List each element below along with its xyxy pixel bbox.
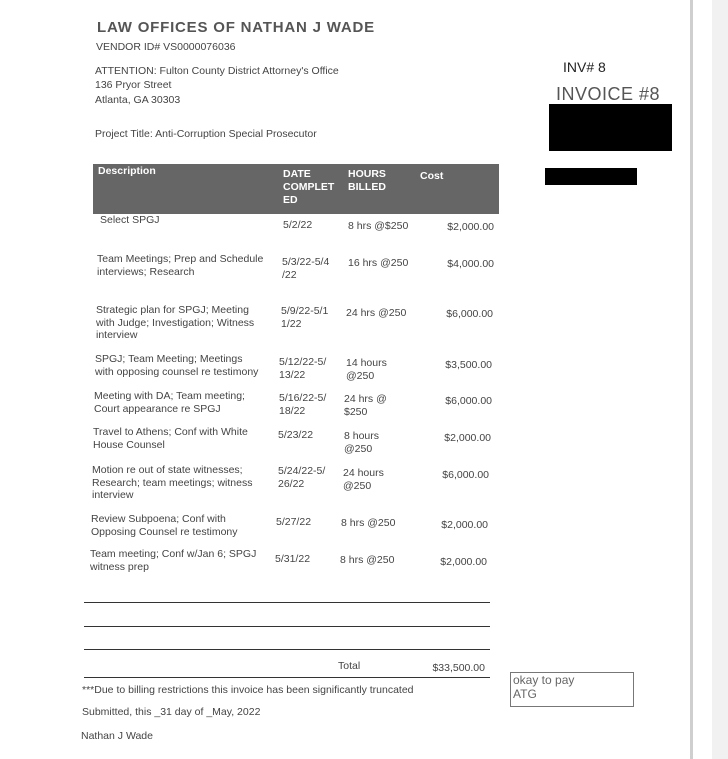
inv-number: INV# 8	[563, 59, 606, 75]
row-date: 5/16/22-5/ 18/22	[279, 392, 327, 417]
redaction-box	[549, 104, 672, 151]
vendor-id: VENDOR ID# VS0000076036	[96, 41, 236, 53]
row-date: 5/27/22	[276, 516, 312, 528]
row-hours: 24 hrs @250	[346, 307, 407, 319]
row-hours: 16 hrs @250	[348, 257, 409, 269]
attention-line: ATTENTION: Fulton County District Attorney's Office	[95, 65, 339, 77]
redaction-bar	[545, 168, 637, 185]
approval-stamp	[510, 672, 634, 707]
row-date: 5/23/22	[278, 429, 314, 441]
stamp-line-1: okay to pay	[513, 673, 575, 687]
total-row-line	[84, 677, 490, 678]
row-description: Strategic plan for SPGJ; Meeting with Judge; Investigation; Witness interview	[96, 304, 255, 341]
row-hours: 8 hours @250	[344, 430, 380, 455]
header-hours: HOURS BILLED	[348, 168, 386, 193]
row-date: 5/3/22-5/4 /22	[282, 256, 330, 281]
header-date: DATE COMPLET ED	[283, 168, 335, 206]
row-description: Review Subpoena; Conf with Opposing Counsel re testimony	[91, 513, 238, 538]
submitted-line: Submitted, this _31 day of _May, 2022	[82, 706, 261, 718]
row-cost: $3,500.00	[445, 359, 492, 371]
firm-name: LAW OFFICES OF NATHAN J WADE	[97, 19, 375, 36]
page-edge	[690, 0, 693, 759]
row-cost: $6,000.00	[445, 395, 492, 407]
row-description: SPGJ; Team Meeting; Meetings with opposing counsel re testimony	[95, 353, 259, 378]
row-cost: $2,000.00	[447, 221, 494, 233]
blank-row-line	[84, 602, 490, 603]
row-date: 5/2/22	[283, 219, 313, 231]
row-cost: $2,000.00	[440, 556, 487, 568]
page-margin	[712, 0, 728, 759]
row-description: Meeting with DA; Team meeting; Court appearance re SPGJ	[94, 390, 245, 415]
row-date: 5/24/22-5/ 26/22	[278, 465, 326, 490]
row-cost: $6,000.00	[446, 308, 493, 320]
signature: Nathan J Wade	[81, 730, 153, 742]
row-hours: 8 hrs @250	[341, 517, 396, 529]
row-hours: 8 hrs @$250	[348, 220, 409, 232]
address-line-1: 136 Pryor Street	[95, 79, 172, 91]
row-hours: 24 hours @250	[343, 467, 384, 492]
total-value: $33,500.00	[432, 662, 485, 674]
total-label: Total	[338, 660, 361, 672]
row-hours: 8 hrs @250	[340, 554, 395, 566]
row-description: Team Meetings; Prep and Schedule interviews; Research	[97, 253, 264, 278]
address-line-2: Atlanta, GA 30303	[95, 94, 181, 106]
stamp-line-2: ATG	[513, 687, 537, 701]
row-date: 5/9/22-5/1 1/22	[281, 305, 329, 330]
row-cost: $2,000.00	[441, 519, 488, 531]
table-header	[93, 164, 499, 214]
header-description: Description	[98, 165, 156, 177]
invoice-label: INVOICE #8	[556, 84, 661, 104]
row-hours: 24 hrs @ $250	[344, 393, 387, 418]
row-cost: $2,000.00	[444, 432, 491, 444]
header-cost: Cost	[420, 170, 444, 182]
row-cost: $6,000.00	[442, 469, 489, 481]
footnote: ***Due to billing restrictions this invoice has been significantly truncated	[82, 684, 414, 696]
row-description: Travel to Athens; Conf with White House Counsel	[93, 426, 248, 451]
row-description: Team meeting; Conf w/Jan 6; SPGJ witness prep	[90, 548, 257, 573]
project-title: Project Title: Anti-Corruption Special Prosecutor	[95, 128, 317, 140]
row-cost: $4,000.00	[447, 258, 494, 270]
blank-row-line	[84, 649, 490, 650]
row-date: 5/31/22	[275, 553, 311, 565]
row-date: 5/12/22-5/ 13/22	[279, 356, 327, 381]
row-hours: 14 hours @250	[346, 357, 387, 382]
row-description: Motion re out of state witnesses; Research; team meetings; witness interview	[92, 464, 253, 501]
row-description: Select SPGJ	[100, 214, 160, 226]
blank-row-line	[84, 626, 490, 627]
